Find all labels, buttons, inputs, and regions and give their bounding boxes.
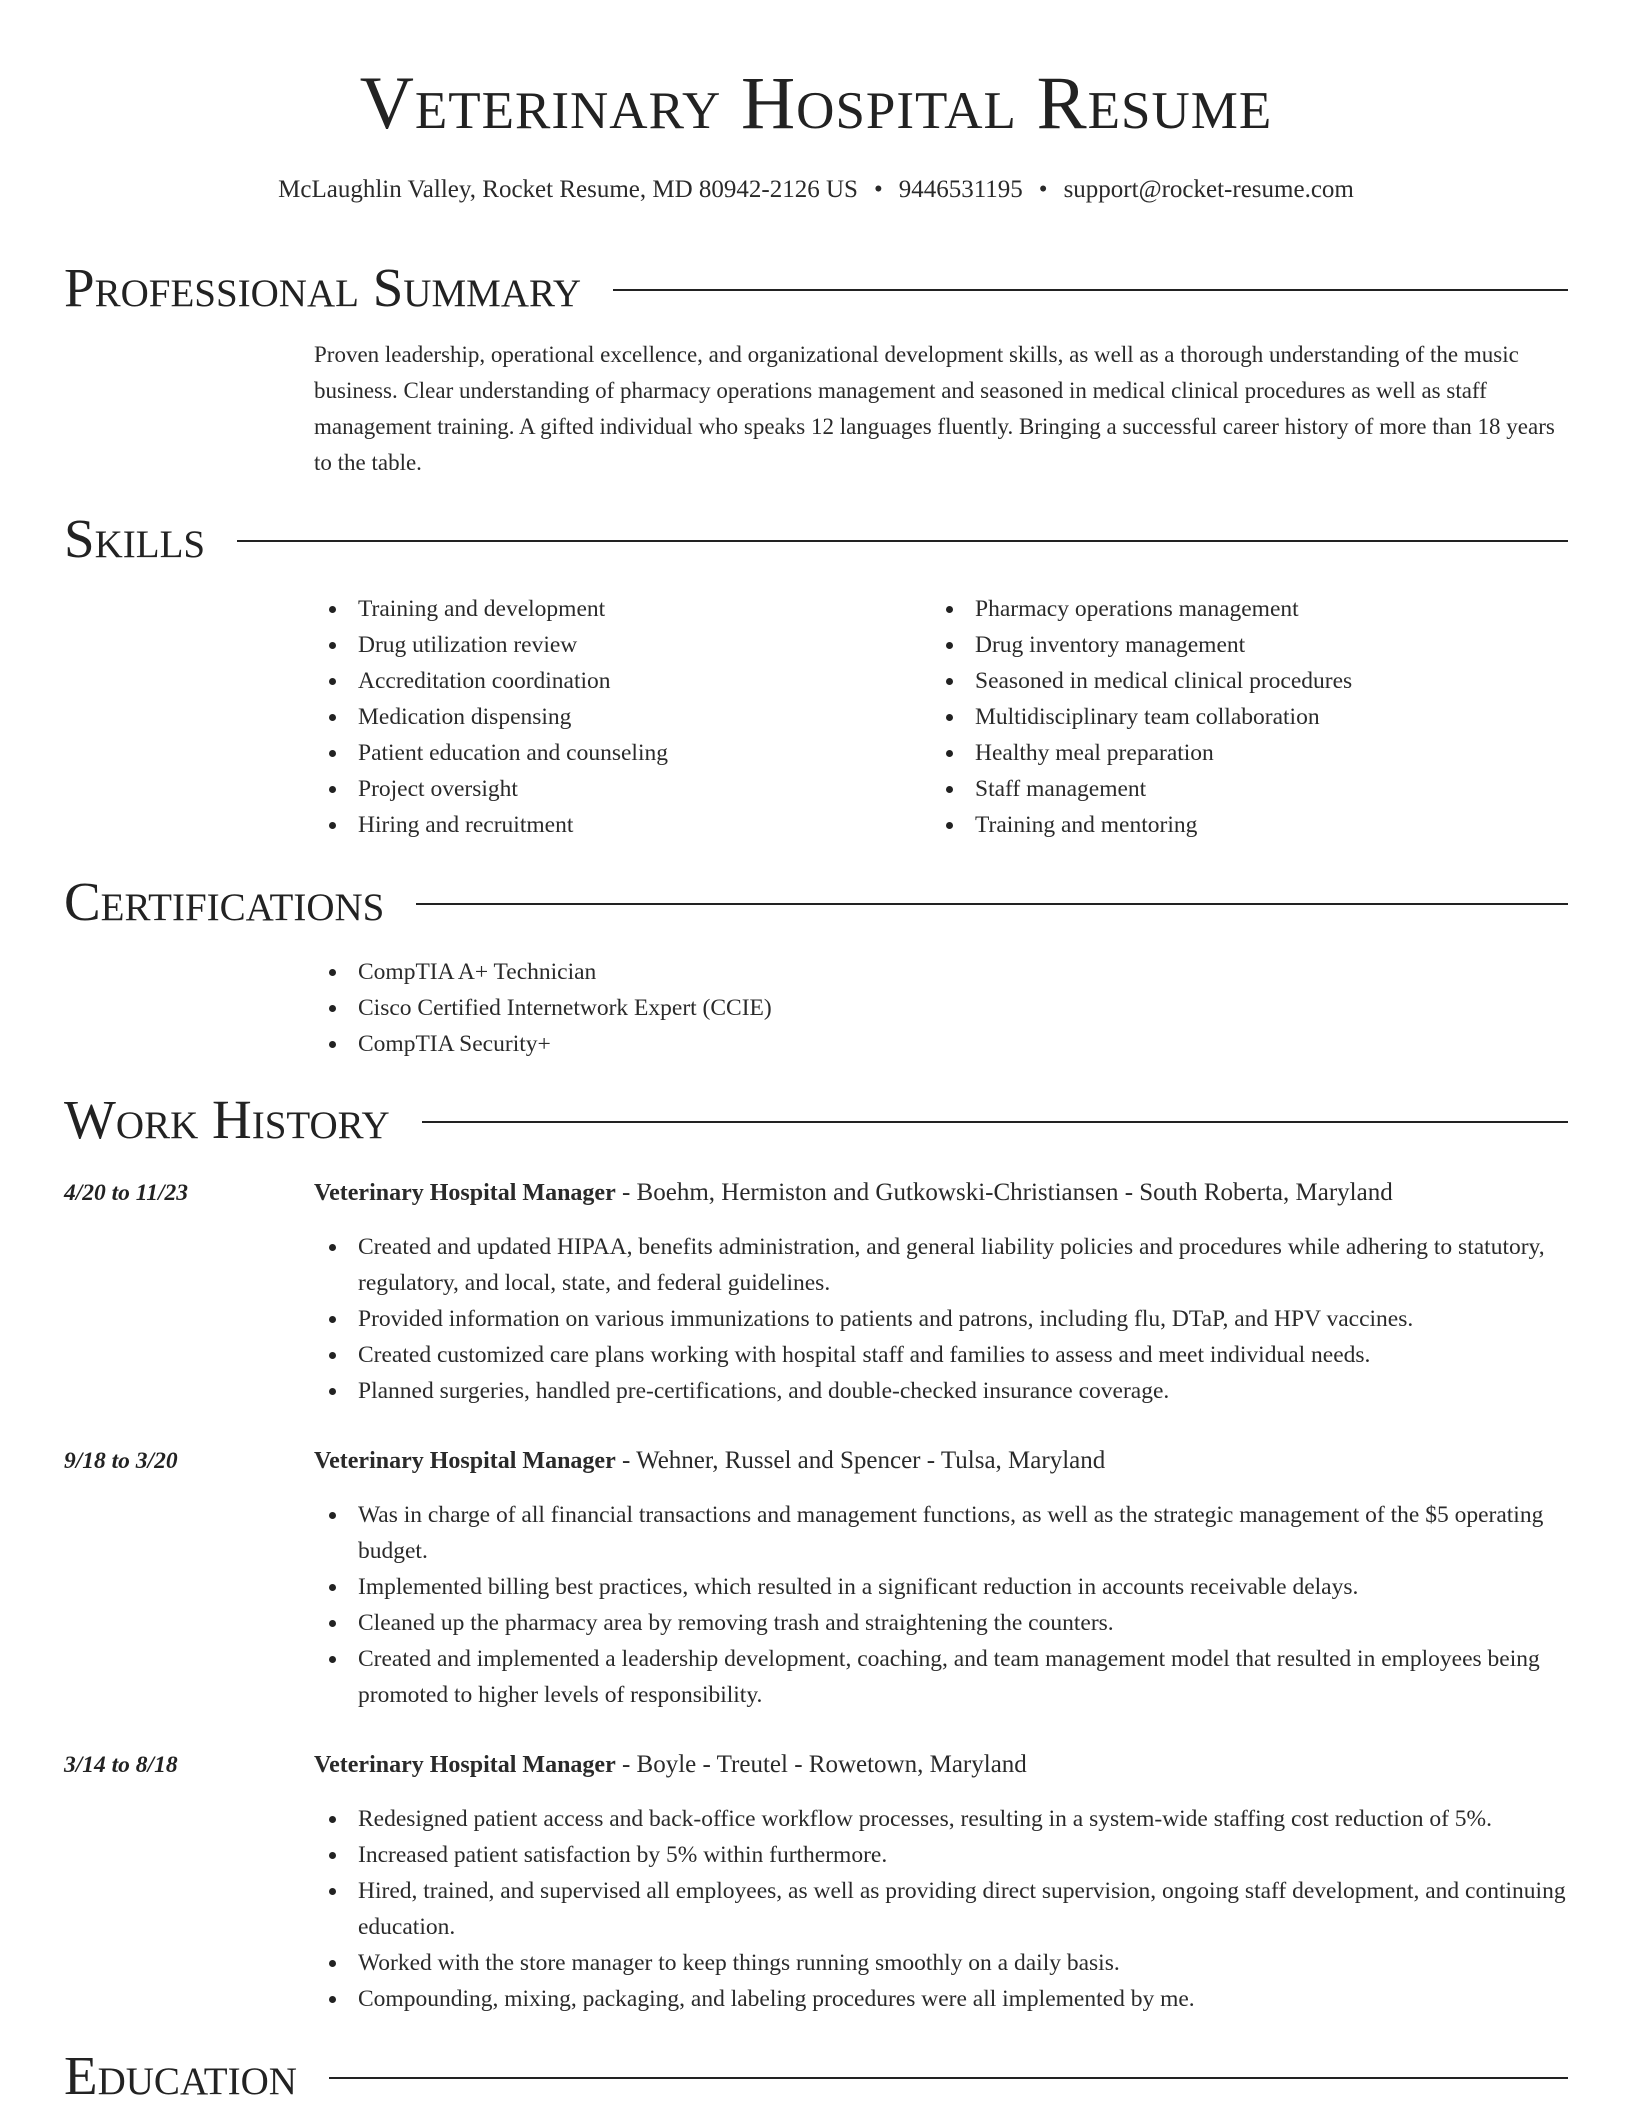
job-dates: 4/20 to 11/23 [64, 1180, 189, 1206]
job-employer: - Boehm, Hermiston and Gutkowski-Christiansen - South Roberta, Maryland [615, 1179, 1393, 1206]
job-dates: 3/14 to 8/18 [64, 1752, 178, 1778]
section-title: Education [64, 2045, 297, 2106]
skill-item: Seasoned in medical clinical procedures [931, 663, 1571, 699]
contact-address: McLaughlin Valley, Rocket Resume, MD 80942-2126 US [278, 176, 858, 203]
certification-item: Cisco Certified Internetwork Expert (CCIE) [314, 990, 1314, 1026]
job-bullet-list [314, 1229, 1574, 1409]
job-header [314, 1747, 1574, 1783]
job-bullet: Increased patient satisfaction by 5% within furthermore. [314, 1837, 1574, 1873]
job-header [314, 1443, 1574, 1479]
job-employer: - Wehner, Russel and Spencer - Tulsa, Maryland [615, 1447, 1106, 1474]
job-title: Veterinary Hospital Manager [314, 1180, 616, 1206]
section-divider [329, 2077, 1568, 2079]
section-title: Skills [64, 508, 206, 569]
job-bullet: Redesigned patient access and back-office workflow processes, resulting in a system-wide staffing cost reduction of 5%. [314, 1801, 1574, 1837]
section-skills [64, 509, 1568, 569]
section-title: Professional Summary [64, 257, 582, 318]
job-bullet: Was in charge of all financial transactions and management functions, as well as the strategic management of the $5 operating budget. [314, 1497, 1574, 1569]
skill-item: Healthy meal preparation [931, 735, 1571, 771]
skills-list-left [314, 591, 914, 843]
job-bullet: Cleaned up the pharmacy area by removing trash and straightening the counters. [314, 1605, 1574, 1641]
skill-item: Staff management [931, 771, 1571, 807]
skill-item: Drug inventory management [931, 627, 1571, 663]
skill-item: Patient education and counseling [314, 735, 914, 771]
summary-text: Proven leadership, operational excellence, and organizational development skills, as well as a thorough understanding of the music business. Clear understanding of pharmacy operations management and seasoned in medical clinical procedures as well as staff management training. A gifted individual who speaks 12 languages fluently. Bringing a successful career history of more than 18 years to the table. [314, 342, 1555, 475]
skill-item: Project oversight [314, 771, 914, 807]
job-dates: 9/18 to 3/20 [64, 1448, 178, 1474]
job-bullet: Provided information on various immunizations to patients and patrons, including flu, DTaP, and HPV vaccines. [314, 1301, 1574, 1337]
skill-item: Medication dispensing [314, 699, 914, 735]
skill-item: Multidisciplinary team collaboration [931, 699, 1571, 735]
contact-phone: 9446531195 [898, 176, 1023, 203]
section-education [64, 2046, 1568, 2106]
certification-item: CompTIA A+ Technician [314, 954, 1314, 990]
skill-item: Training and development [314, 591, 914, 627]
job-bullet: Planned surgeries, handled pre-certifications, and double-checked insurance coverage. [314, 1373, 1574, 1409]
section-divider [613, 289, 1568, 291]
skill-item: Pharmacy operations management [931, 591, 1571, 627]
contact-separator: • [1038, 176, 1048, 203]
job-bullet: Implemented billing best practices, which resulted in a significant reduction in accounts receivable delays. [314, 1569, 1574, 1605]
job-bullet-list [314, 1801, 1574, 2017]
job-employer: - Boyle - Treutel - Rowetown, Maryland [615, 1751, 1027, 1778]
skill-item: Drug utilization review [314, 627, 914, 663]
section-title: Certifications [64, 871, 385, 932]
job-title: Veterinary Hospital Manager [314, 1448, 616, 1474]
certification-item: CompTIA Security+ [314, 1026, 1314, 1062]
contact-separator: • [873, 176, 883, 203]
job-bullet: Worked with the store manager to keep things running smoothly on a daily basis. [314, 1945, 1574, 1981]
section-divider [422, 1121, 1568, 1123]
skills-list-right [931, 591, 1571, 843]
section-title: Work History [64, 1089, 390, 1150]
skill-item: Hiring and recruitment [314, 807, 914, 843]
job-bullet: Created and implemented a leadership development, coaching, and team management model that resulted in employees being promoted to higher levels of responsibility. [314, 1641, 1574, 1713]
resume-title: Veterinary Hospital Resume [359, 62, 1273, 145]
skill-item: Accreditation coordination [314, 663, 914, 699]
contact-line [0, 172, 1632, 208]
job-header [314, 1175, 1574, 1211]
certifications-list [314, 954, 1314, 1062]
job-title: Veterinary Hospital Manager [314, 1752, 616, 1778]
section-professional-summary [64, 258, 1568, 318]
section-certifications [64, 872, 1568, 932]
section-work-history [64, 1090, 1568, 1150]
section-divider [237, 540, 1568, 542]
skill-item: Training and mentoring [931, 807, 1571, 843]
job-bullet: Created customized care plans working with hospital staff and families to assess and meet individual needs. [314, 1337, 1574, 1373]
job-bullet-list [314, 1497, 1574, 1713]
job-bullet: Hired, trained, and supervised all employees, as well as providing direct supervision, ongoing staff development, and continuing education. [314, 1873, 1574, 1945]
job-bullet: Compounding, mixing, packaging, and labeling procedures were all implemented by me. [314, 1981, 1574, 2017]
contact-email[interactable]: support@rocket-resume.com [1063, 176, 1354, 203]
job-bullet: Created and updated HIPAA, benefits administration, and general liability policies and procedures while adhering to statutory, regulatory, and local, state, and federal guidelines. [314, 1229, 1574, 1301]
section-divider [416, 903, 1568, 905]
